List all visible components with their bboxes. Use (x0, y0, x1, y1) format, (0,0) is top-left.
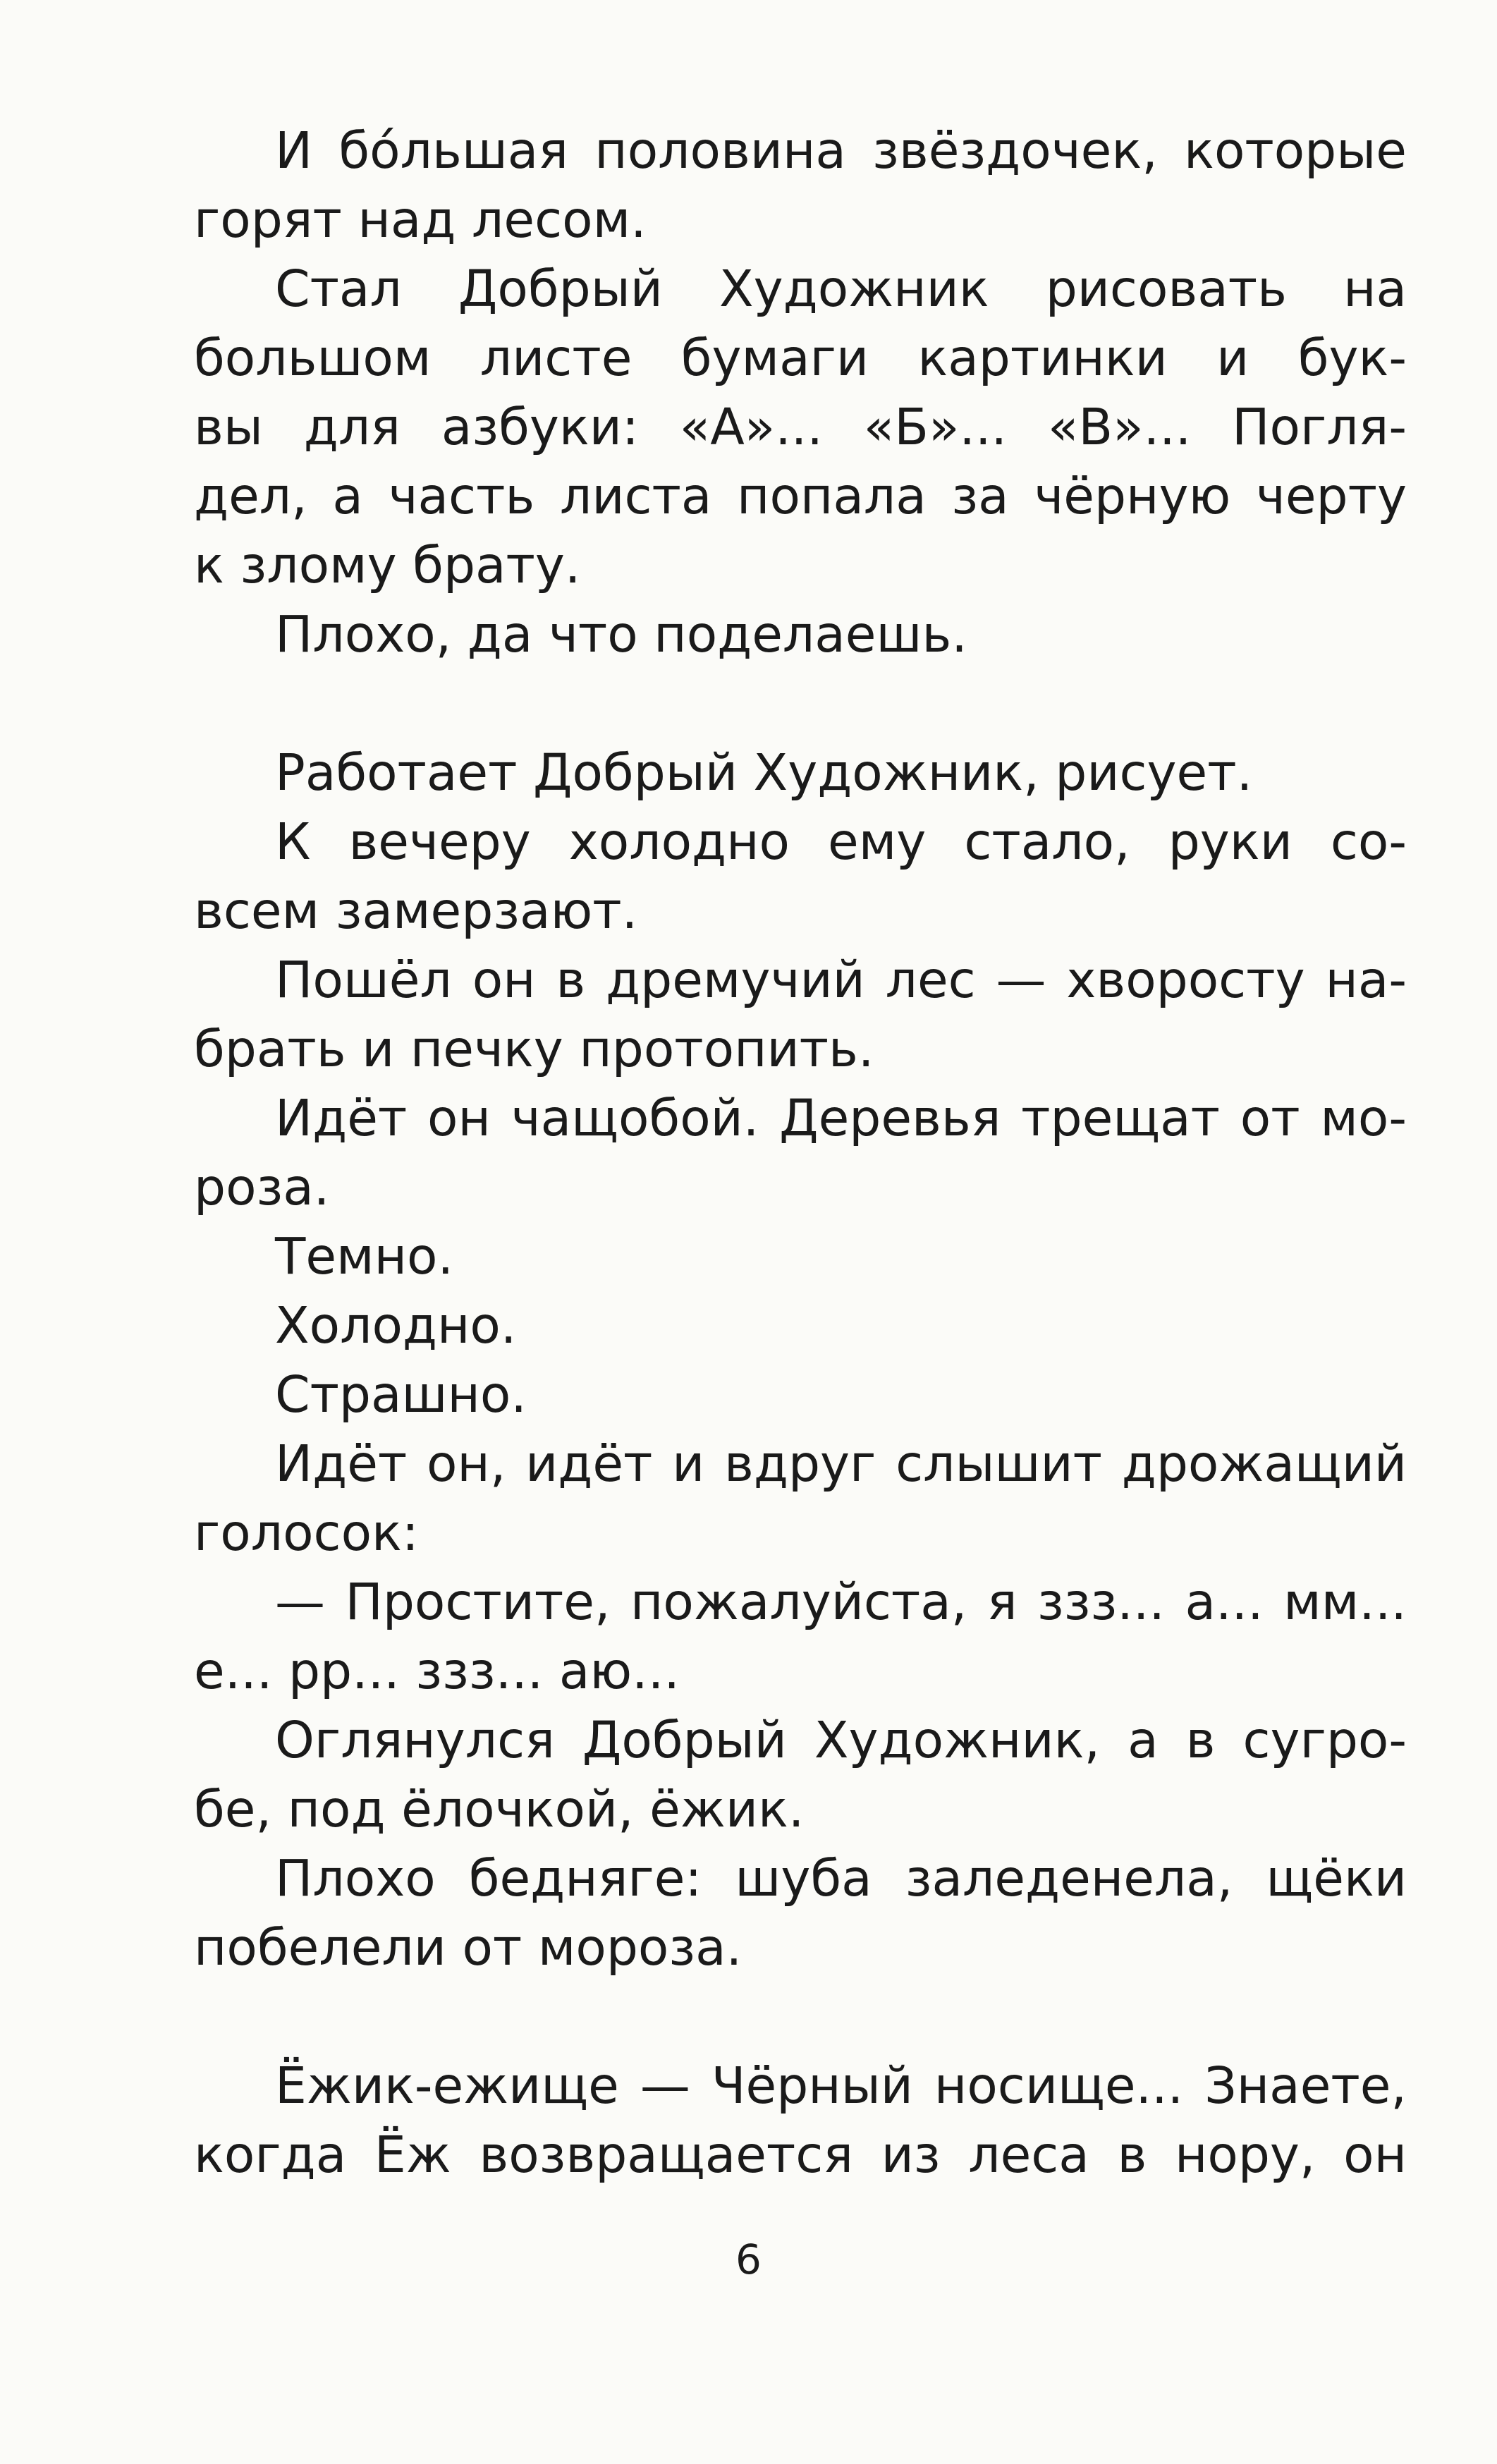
text-line: к злому брату. (194, 536, 581, 594)
text-line: И бо́льшая половина звёздочек, которые (275, 121, 1407, 180)
text-line: Страшно. (275, 1365, 527, 1424)
body-text (194, 116, 1407, 2190)
text-line: Темно. (275, 1227, 454, 1286)
text-line: Работает Добрый Художник, рисует. (275, 743, 1253, 802)
text-line: Плохо бедняге: шуба заледенела, щёки (275, 1849, 1407, 1908)
text-line: большом листе бумаги картинки и бук- (194, 329, 1407, 387)
text-line: горят над лесом. (194, 190, 647, 249)
text-line: Идёт он чащобой. Деревья трещат от мо- (275, 1089, 1407, 1147)
page-number: 6 (735, 2236, 762, 2283)
text-line: Пошёл он в дремучий лес — хворосту на- (275, 951, 1407, 1009)
text-line: когда Ёж возвращается из леса в нору, он (194, 2125, 1407, 2184)
text-line: — Простите, пожалуйста, я ззз... а... мм... (275, 1573, 1407, 1631)
text-line: брать и печку протопить. (194, 1020, 874, 1078)
text-line: дел, а часть листа попала за чёрную черту (194, 467, 1407, 525)
text-line: бе, под ёлочкой, ёжик. (194, 1780, 805, 1838)
text-line: Идёт он, идёт и вдруг слышит дрожащий (275, 1434, 1407, 1493)
text-line: Плохо, да что поделаешь. (275, 605, 967, 664)
text-line: Ёжик-ежище — Чёрный носище... Знаете, (275, 2056, 1407, 2115)
text-line: побелели от мороза. (194, 1918, 743, 1977)
text-line: Холодно. (275, 1296, 517, 1355)
paragraph-gap (194, 669, 1407, 738)
text-line: голосок: (194, 1504, 419, 1562)
text-line: вы для азбуки: «А»... «Б»... «В»... Погля- (194, 398, 1407, 456)
text-line: всем замерзают. (194, 882, 638, 940)
text-line: К вечеру холодно ему стало, руки со- (275, 812, 1407, 871)
text-line: е... рр... ззз... аю... (194, 1642, 680, 1700)
text-line: Стал Добрый Художник рисовать на (275, 260, 1407, 318)
paragraph-gap (194, 1982, 1407, 2051)
text-line: роза. (194, 1158, 330, 1216)
text-line: Оглянулся Добрый Художник, а в сугро- (275, 1711, 1407, 1769)
